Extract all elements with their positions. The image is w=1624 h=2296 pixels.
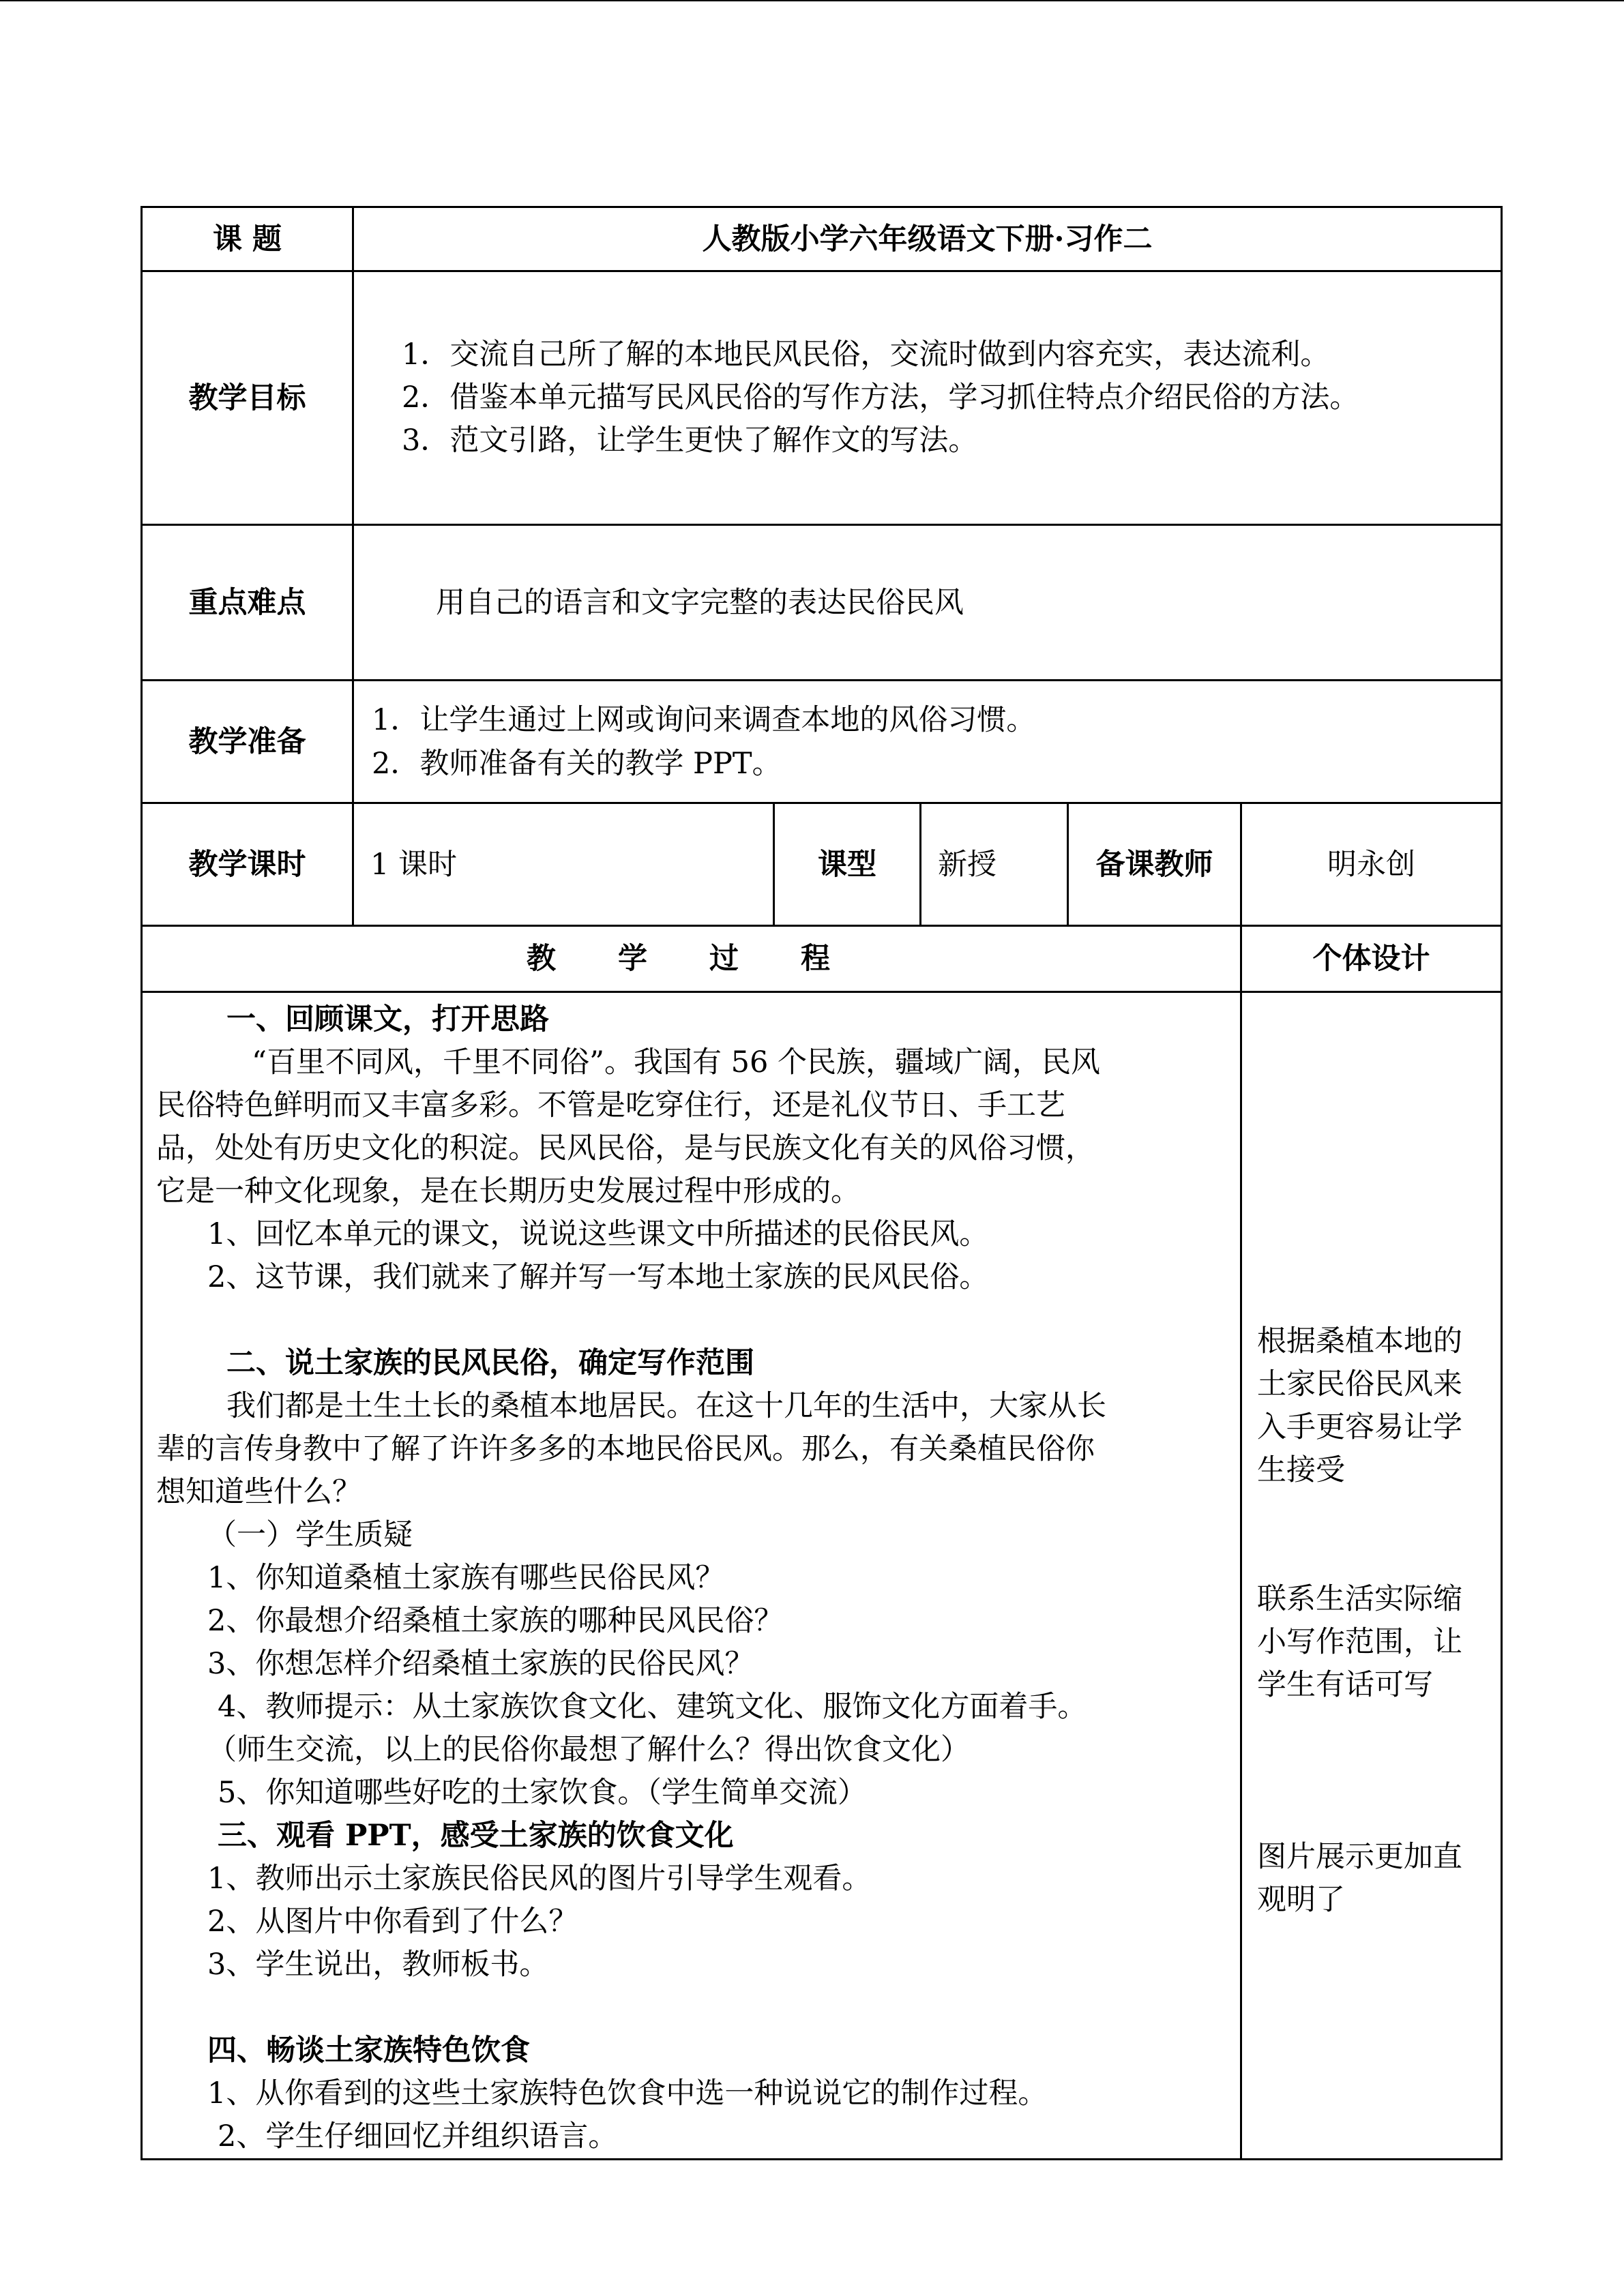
type-label: 课型 [774, 803, 921, 926]
process-row [142, 992, 1502, 2160]
design-note [1257, 1320, 1494, 1492]
list-item: （师生交流，以上的民俗你最想了解什么？得出饮食文化） [207, 1733, 970, 1767]
key-points-row [142, 525, 1502, 681]
process-header: 教 学 过 程 [142, 926, 1241, 992]
section-heading: 四、畅谈土家族特色饮食 [207, 2033, 530, 2068]
section-heading: 一、回顾课文，打开思路 [226, 1002, 549, 1037]
design-note [1257, 1578, 1494, 1707]
list-item: 3、学生说出，教师板书。 [207, 1948, 549, 1982]
note-line: 入手更容易让学 [1257, 1410, 1462, 1444]
note-line: 联系生活实际缩 [1257, 1582, 1462, 1616]
note-line: 观明了 [1257, 1883, 1345, 1917]
topic-label: 课 题 [142, 207, 353, 271]
note-line: 小写作范围，让 [1257, 1625, 1462, 1659]
note-line: 土家民俗民风来 [1257, 1367, 1462, 1401]
paragraph-line: “百里不同风，千里不同俗”。我国有 56 个民族，疆域广阔，民风 [252, 1045, 1101, 1079]
list-item: 4、教师提示：从土家族饮食文化、建筑文化、服饰文化方面着手。 [218, 1690, 1087, 1724]
lesson-plan-table [141, 206, 1503, 2160]
spacer [156, 1299, 1226, 1342]
process-header-row [142, 926, 1502, 992]
note-line: 图片展示更加直 [1257, 1840, 1462, 1874]
hours-value: 1 课时 [353, 803, 774, 926]
list-item: 1、从你看到的这些土家族特色饮食中选一种说说它的制作过程。 [207, 2076, 1048, 2111]
page-top-border [0, 0, 1624, 1]
objectives-row [142, 271, 1502, 525]
teacher-value: 明永创 [1241, 803, 1502, 926]
paragraph-line: 辈的言传身教中了解了许许多多的本地民俗民风。那么，有关桑植民俗你 [156, 1432, 1095, 1466]
objectives-label: 教学目标 [142, 271, 353, 525]
list-item: 1、回忆本单元的课文，说说这些课文中所描述的民俗民风。 [207, 1217, 989, 1251]
note-line: 根据桑植本地的 [1257, 1324, 1462, 1358]
preparation-item: 2．教师准备有关的教学 PPT。 [372, 746, 782, 781]
key-points-value: 用自己的语言和文字完整的表达民俗民风 [353, 525, 1502, 681]
info-row [142, 803, 1502, 926]
process-content [142, 992, 1241, 2160]
objective-item: 1．交流自己所了解的本地民风民俗，交流时做到内容充实，表达流利。 [402, 338, 1330, 372]
objective-item: 3．范文引路，让学生更快了解作文的写法。 [402, 423, 978, 458]
hours-label: 教学课时 [142, 803, 353, 926]
paragraph-line: 它是一种文化现象，是在长期历史发展过程中形成的。 [156, 1174, 860, 1208]
list-item: 1、教师出示土家族民俗民风的图片引导学生观看。 [207, 1862, 872, 1896]
preparation-row [142, 681, 1502, 803]
paragraph-line: 想知道些什么？ [156, 1475, 361, 1509]
topic-value: 人教版小学六年级语文下册·习作二 [353, 207, 1502, 271]
spacer [156, 1986, 1226, 2029]
sub-heading: （一）学生质疑 [207, 1518, 413, 1552]
list-item: 5、你知道哪些好吃的土家饮食。（学生简单交流） [218, 1776, 867, 1810]
list-item: 2、这节课，我们就来了解并写一写本地土家族的民风民俗。 [207, 1260, 989, 1294]
design-note [1257, 1836, 1494, 1922]
design-notes [1241, 992, 1502, 2160]
note-line: 生接受 [1257, 1453, 1345, 1487]
key-points-label: 重点难点 [142, 525, 353, 681]
type-value: 新授 [921, 803, 1068, 926]
objectives-list [353, 271, 1502, 525]
preparation-label: 教学准备 [142, 681, 353, 803]
design-header: 个体设计 [1241, 926, 1502, 992]
objective-item: 2．借鉴本单元描写民风民俗的写作方法，学习抓住特点介绍民俗的方法。 [402, 381, 1359, 415]
paragraph-line: 品，处处有历史文化的积淀。民风民俗，是与民族文化有关的风俗习惯， [156, 1131, 1095, 1165]
list-item: 3、你想怎样介绍桑植土家族的民俗民风？ [207, 1647, 754, 1681]
topic-row [142, 207, 1502, 271]
list-item: 2、学生仔细回忆并组织语言。 [218, 2119, 618, 2153]
list-item: 2、从图片中你看到了什么？ [207, 1905, 578, 1939]
preparation-list [353, 681, 1502, 803]
section-heading: 三、观看 PPT，感受土家族的饮食文化 [218, 1819, 734, 1853]
list-item: 2、你最想介绍桑植土家族的哪种民风民俗？ [207, 1604, 784, 1638]
teacher-label: 备课教师 [1068, 803, 1241, 926]
paragraph-line: 我们都是土生土长的桑植本地居民。在这十几年的生活中，大家从长 [226, 1389, 1106, 1423]
paragraph-line: 民俗特色鲜明而又丰富多彩。不管是吃穿住行，还是礼仪节日、手工艺 [156, 1088, 1065, 1122]
note-line: 学生有话可写 [1257, 1668, 1433, 1702]
list-item: 1、你知道桑植土家族有哪些民俗民风？ [207, 1561, 725, 1595]
section-heading: 二、说土家族的民风民俗，确定写作范围 [226, 1346, 754, 1380]
preparation-item: 1．让学生通过上网或询问来调查本地的风俗习惯。 [372, 702, 1036, 737]
